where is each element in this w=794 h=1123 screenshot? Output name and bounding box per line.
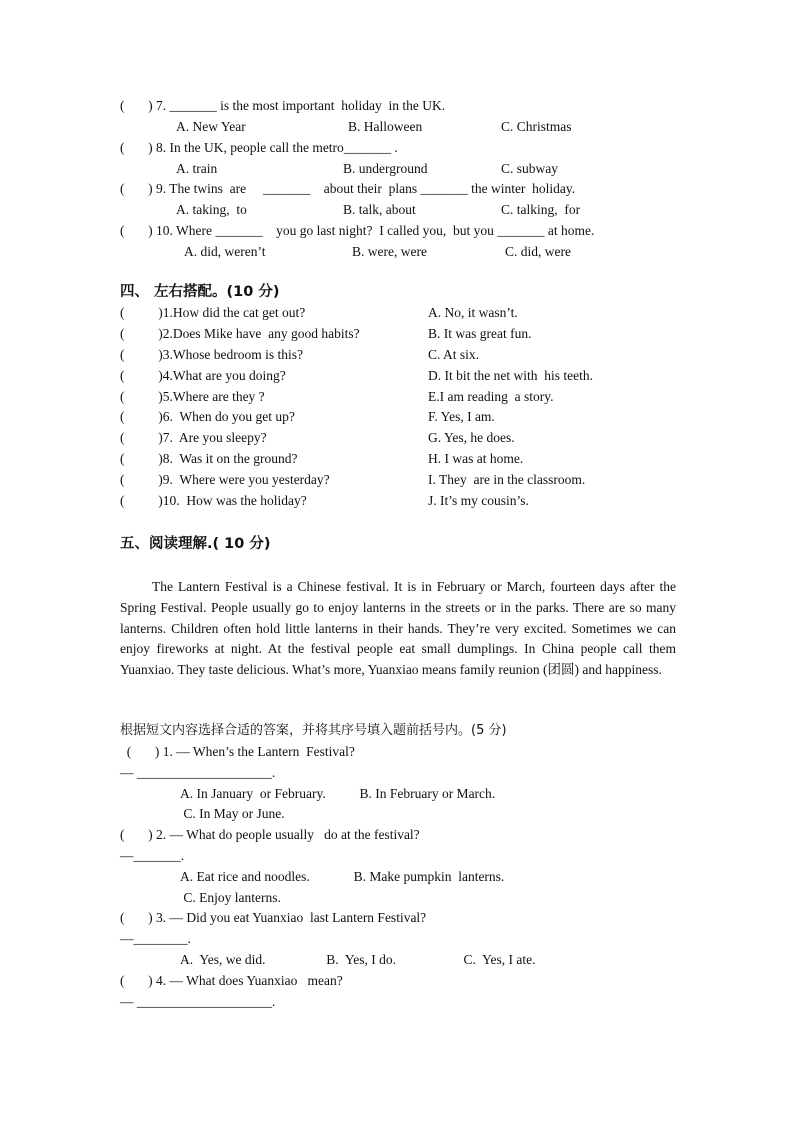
match-left-item: ( )10. How was the holiday?	[120, 493, 307, 508]
match-left-item: ( )4.What are you doing?	[120, 368, 286, 383]
reading-question-1: ( ) 1. — When’s the Lantern Festival?	[120, 744, 355, 759]
section-5-title: 五、阅读理解.( 10 分)	[120, 536, 271, 552]
q7-option-c: C. Christmas	[501, 119, 572, 134]
rq1-option-c: C. In May or June.	[180, 806, 285, 821]
match-left-item: ( )3.Whose bedroom is this?	[120, 347, 303, 362]
match-left-item: ( )9. Where were you yesterday?	[120, 472, 330, 487]
reading-question-3: ( ) 3. — Did you eat Yuanxiao last Lantern Festival?	[120, 910, 427, 925]
q7-option-a: A. New Year	[176, 119, 246, 134]
answer-blank: —_______.	[120, 848, 185, 863]
q10-option-a: A. did, weren’t	[184, 244, 266, 259]
match-right-item: D. It bit the net with his teeth.	[428, 368, 593, 383]
match-left-item: ( )1.How did the cat get out?	[120, 305, 306, 320]
match-left-item: ( )5.Where are they ?	[120, 389, 265, 404]
question-10: ( ) 10. Where _______ you go last night? I called you, but you _______ at home.	[120, 223, 595, 238]
answer-blank: — ____________________.	[120, 994, 276, 1009]
match-left-item: ( )7. Are you sleepy?	[120, 430, 267, 445]
match-right-item: J. It’s my cousin’s.	[428, 493, 529, 508]
reading-passage: The Lantern Festival is a Chinese festival. It is in February or March, fourteen days after the Spring Festival. People usually go to enjoy lanterns in the streets or in the parks. There are so many lanterns. Children often hold little lanterns in their hands. They’re very excited. Sometimes we can enjoy fireworks at night. At the festival people eat small dumplings. In China people call them Yuanxiao. They taste delicious. What’s more, Yuanxiao means family reunion (团圆) and happiness.	[120, 579, 676, 678]
rq2-option-c: C. Enjoy lanterns.	[180, 890, 281, 905]
q8-option-c: C. subway	[501, 161, 558, 176]
reading-question-4: ( ) 4. — What does Yuanxiao mean?	[120, 973, 343, 988]
q9-option-a: A. taking, to	[176, 202, 247, 217]
q9-option-b: B. talk, about	[343, 202, 416, 217]
question-7: ( ) 7. _______ is the most important holiday in the UK.	[120, 98, 446, 113]
q9-option-c: C. talking, for	[501, 202, 581, 217]
question-9: ( ) 9. The twins are _______ about their plans _______ the winter holiday.	[120, 181, 576, 196]
q10-option-c: C. did, were	[505, 244, 571, 259]
match-right-item: B. It was great fun.	[428, 326, 532, 341]
q8-option-a: A. train	[176, 161, 218, 176]
match-right-item: C. At six.	[428, 347, 480, 362]
q7-option-b: B. Halloween	[348, 119, 423, 134]
match-right-item: H. I was at home.	[428, 451, 524, 466]
rq2-options: A. Eat rice and noodles. B. Make pumpkin lanterns.	[180, 869, 505, 884]
question-8: ( ) 8. In the UK, people call the metro_______ .	[120, 140, 398, 155]
answer-blank: — ____________________.	[120, 765, 276, 780]
answer-blank: —________.	[120, 931, 191, 946]
match-right-item: E.I am reading a story.	[428, 389, 554, 404]
rq3-options: A. Yes, we did. B. Yes, I do. C. Yes, I ate.	[180, 952, 536, 967]
match-left-item: ( )8. Was it on the ground?	[120, 451, 298, 466]
q10-option-b: B. were, were	[352, 244, 427, 259]
reading-instruction: 根据短文内容选择合适的答案，并将其序号填入题前括号内。(5 分)	[120, 723, 507, 738]
reading-question-2: ( ) 2. — What do people usually do at the festival?	[120, 827, 420, 842]
section-4-title: 四、 左右搭配。(10 分)	[120, 284, 280, 300]
match-right-item: F. Yes, I am.	[428, 409, 495, 424]
q8-option-b: B. underground	[343, 161, 428, 176]
match-left-item: ( )6. When do you get up?	[120, 409, 295, 424]
rq1-options: A. In January or February. B. In February or March.	[180, 786, 496, 801]
match-right-item: G. Yes, he does.	[428, 430, 515, 445]
match-right-item: I. They are in the classroom.	[428, 472, 586, 487]
match-right-item: A. No, it wasn’t.	[428, 305, 518, 320]
match-left-item: ( )2.Does Mike have any good habits?	[120, 326, 360, 341]
